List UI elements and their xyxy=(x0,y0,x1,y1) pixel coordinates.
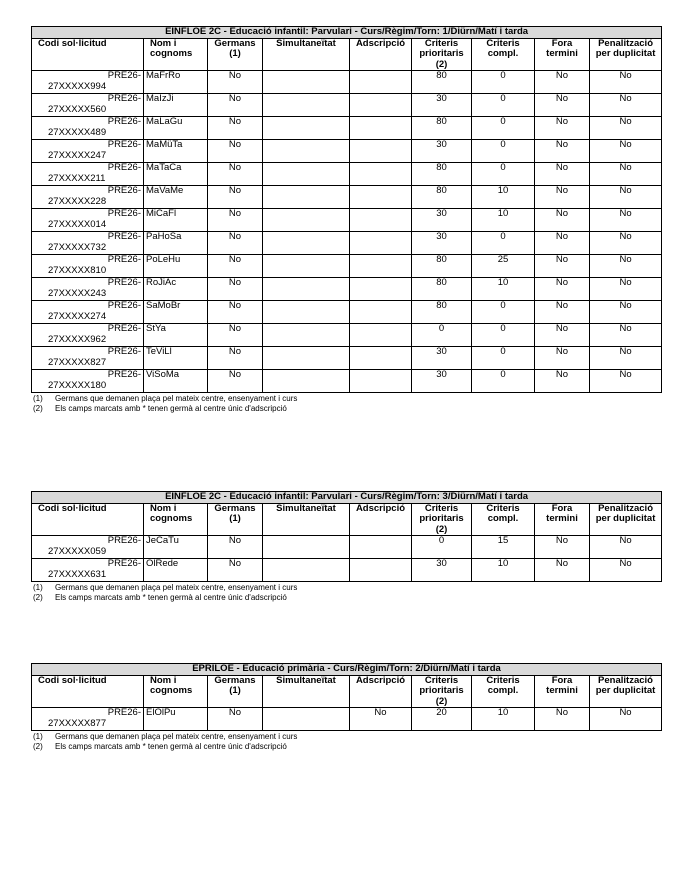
footnote-1: (1) Germans que demanen plaça pel mateix centre, ensenyament i curs xyxy=(33,583,298,592)
code-line-2: 27XXXXX631 xyxy=(48,568,107,580)
cell-codi-solicitud xyxy=(32,708,144,731)
code-line-1: PRE26- xyxy=(107,116,141,127)
col-header-criteris-compl: Criteris compl. xyxy=(472,503,535,536)
footnote-1: (1) Germans que demanen plaça pel mateix centre, ensenyament i curs xyxy=(33,732,298,741)
cell-adscripcio: No xyxy=(350,708,412,731)
cell-simultaneitat xyxy=(263,559,350,582)
table-header-row xyxy=(32,38,662,71)
cell-penalitzacio: No xyxy=(590,117,662,140)
admissions-table-block-3 xyxy=(31,663,661,751)
col-header-fora-termini: Fora termini xyxy=(535,503,590,536)
cell-germans: No xyxy=(208,370,263,393)
cell-adscripcio xyxy=(350,559,412,582)
cell-fora-termini: No xyxy=(535,324,590,347)
cell-penalitzacio: No xyxy=(590,163,662,186)
code-line-2: 27XXXXX274 xyxy=(48,310,107,322)
cell-fora-termini: No xyxy=(535,708,590,731)
cell-codi-solicitud xyxy=(32,324,144,347)
cell-nom-cognoms: MaMüTa xyxy=(144,140,208,163)
cell-nom-cognoms: MaVaMe xyxy=(144,186,208,209)
cell-penalitzacio: No xyxy=(590,370,662,393)
cell-criteris-prioritaris: 0 xyxy=(412,536,472,559)
code-line-2: 27XXXXX243 xyxy=(48,287,107,299)
footnotes xyxy=(31,583,661,602)
cell-penalitzacio: No xyxy=(590,324,662,347)
cell-criteris-compl: 25 xyxy=(472,255,535,278)
col-header-nom: Nom i cognoms xyxy=(144,675,208,708)
code-line-1: PRE26- xyxy=(107,535,141,546)
table-row xyxy=(32,708,662,731)
cell-criteris-prioritaris: 80 xyxy=(412,71,472,94)
cell-germans: No xyxy=(208,347,263,370)
table-title-row xyxy=(32,492,662,504)
col-header-criteris-prioritaris: Criteris prioritaris (2) xyxy=(412,503,472,536)
cell-codi-solicitud xyxy=(32,163,144,186)
cell-penalitzacio: No xyxy=(590,536,662,559)
cell-penalitzacio: No xyxy=(590,559,662,582)
cell-germans: No xyxy=(208,559,263,582)
code-line-1: PRE26- xyxy=(107,277,141,288)
code-line-1: PRE26- xyxy=(107,254,141,265)
cell-criteris-prioritaris: 80 xyxy=(412,163,472,186)
code-line-1: PRE26- xyxy=(107,208,141,219)
cell-criteris-compl: 0 xyxy=(472,301,535,324)
cell-nom-cognoms: MiCaFl xyxy=(144,209,208,232)
cell-germans: No xyxy=(208,536,263,559)
cell-criteris-compl: 10 xyxy=(472,209,535,232)
cell-codi-solicitud xyxy=(32,117,144,140)
code-line-2: 27XXXXX014 xyxy=(48,218,107,230)
cell-simultaneitat xyxy=(263,255,350,278)
cell-penalitzacio: No xyxy=(590,209,662,232)
cell-fora-termini: No xyxy=(535,301,590,324)
col-header-simultaneitat: Simultaneïtat xyxy=(263,503,350,536)
code-line-1: PRE26- xyxy=(107,369,141,380)
cell-criteris-prioritaris: 30 xyxy=(412,94,472,117)
cell-simultaneitat xyxy=(263,370,350,393)
cell-germans: No xyxy=(208,186,263,209)
cell-adscripcio xyxy=(350,255,412,278)
footnotes xyxy=(31,732,661,751)
cell-criteris-prioritaris: 80 xyxy=(412,186,472,209)
col-header-adscripcio: Adscripció xyxy=(350,38,412,71)
cell-adscripcio xyxy=(350,278,412,301)
cell-simultaneitat xyxy=(263,301,350,324)
code-line-2: 27XXXXX489 xyxy=(48,126,107,138)
cell-simultaneitat xyxy=(263,94,350,117)
cell-codi-solicitud xyxy=(32,301,144,324)
cell-codi-solicitud xyxy=(32,140,144,163)
table-title: EINFLOE 2C - Educació infantil: Parvulari - Curs/Règim/Torn: 3/Diürn/Matí i tarda xyxy=(32,492,662,504)
code-line-1: PRE26- xyxy=(107,162,141,173)
cell-penalitzacio: No xyxy=(590,278,662,301)
table-row xyxy=(32,536,662,559)
cell-germans: No xyxy=(208,255,263,278)
cell-simultaneitat xyxy=(263,708,350,731)
cell-criteris-prioritaris: 30 xyxy=(412,140,472,163)
cell-germans: No xyxy=(208,708,263,731)
cell-nom-cognoms: StYa xyxy=(144,324,208,347)
cell-criteris-prioritaris: 20 xyxy=(412,708,472,731)
cell-germans: No xyxy=(208,278,263,301)
table-row xyxy=(32,186,662,209)
cell-simultaneitat xyxy=(263,140,350,163)
cell-adscripcio xyxy=(350,324,412,347)
cell-germans: No xyxy=(208,71,263,94)
cell-adscripcio xyxy=(350,536,412,559)
code-line-2: 27XXXXX059 xyxy=(48,545,107,557)
cell-codi-solicitud xyxy=(32,71,144,94)
cell-criteris-compl: 0 xyxy=(472,94,535,117)
cell-simultaneitat xyxy=(263,209,350,232)
code-line-1: PRE26- xyxy=(107,139,141,150)
cell-criteris-compl: 0 xyxy=(472,140,535,163)
cell-criteris-compl: 0 xyxy=(472,370,535,393)
table-row xyxy=(32,301,662,324)
cell-penalitzacio: No xyxy=(590,140,662,163)
cell-nom-cognoms: JeCaTu xyxy=(144,536,208,559)
cell-germans: No xyxy=(208,117,263,140)
cell-codi-solicitud xyxy=(32,278,144,301)
col-header-simultaneitat: Simultaneïtat xyxy=(263,675,350,708)
cell-nom-cognoms: MaFrRo xyxy=(144,71,208,94)
cell-nom-cognoms: MaIzJi xyxy=(144,94,208,117)
footnote-2: (2) Els camps marcats amb * tenen germà al centre únic d'adscripció xyxy=(33,741,287,751)
cell-criteris-compl: 0 xyxy=(472,324,535,347)
cell-simultaneitat xyxy=(263,117,350,140)
cell-simultaneitat xyxy=(263,278,350,301)
table-row xyxy=(32,370,662,393)
col-header-penalitzacio: Penalització per duplicitat xyxy=(590,503,662,536)
admissions-table xyxy=(31,491,662,582)
cell-fora-termini: No xyxy=(535,117,590,140)
admissions-table-block-1 xyxy=(31,26,661,413)
code-line-1: PRE26- xyxy=(107,558,141,569)
col-header-adscripcio: Adscripció xyxy=(350,503,412,536)
code-line-2: 27XXXXX560 xyxy=(48,103,107,115)
cell-criteris-prioritaris: 0 xyxy=(412,324,472,347)
cell-criteris-prioritaris: 80 xyxy=(412,117,472,140)
cell-nom-cognoms: TeViLl xyxy=(144,347,208,370)
code-line-1: PRE26- xyxy=(107,93,141,104)
table-row xyxy=(32,71,662,94)
col-header-criteris-prioritaris: Criteris prioritaris (2) xyxy=(412,675,472,708)
col-header-fora-termini: Fora termini xyxy=(535,38,590,71)
col-header-penalitzacio: Penalització per duplicitat xyxy=(590,675,662,708)
col-header-germans: Germans (1) xyxy=(208,38,263,71)
cell-criteris-compl: 0 xyxy=(472,232,535,255)
cell-germans: No xyxy=(208,324,263,347)
table-row xyxy=(32,140,662,163)
code-line-2: 27XXXXX228 xyxy=(48,195,107,207)
table-title-row xyxy=(32,664,662,676)
code-line-2: 27XXXXX180 xyxy=(48,379,107,391)
col-header-fora-termini: Fora termini xyxy=(535,675,590,708)
cell-adscripcio xyxy=(350,301,412,324)
cell-nom-cognoms: MaTaCa xyxy=(144,163,208,186)
code-line-2: 27XXXXX877 xyxy=(48,717,107,729)
cell-codi-solicitud xyxy=(32,94,144,117)
code-line-1: PRE26- xyxy=(107,185,141,196)
footnotes xyxy=(31,394,661,413)
cell-codi-solicitud xyxy=(32,347,144,370)
code-line-2: 27XXXXX732 xyxy=(48,241,107,253)
code-line-2: 27XXXXX810 xyxy=(48,264,107,276)
cell-nom-cognoms: RoJiAc xyxy=(144,278,208,301)
cell-nom-cognoms: SaMoBr xyxy=(144,301,208,324)
col-header-criteris-compl: Criteris compl. xyxy=(472,38,535,71)
cell-criteris-prioritaris: 80 xyxy=(412,301,472,324)
table-row xyxy=(32,232,662,255)
code-line-1: PRE26- xyxy=(107,707,141,718)
cell-germans: No xyxy=(208,232,263,255)
table-row xyxy=(32,94,662,117)
cell-nom-cognoms: ViSoMa xyxy=(144,370,208,393)
cell-fora-termini: No xyxy=(535,209,590,232)
footnote-2: (2) Els camps marcats amb * tenen germà al centre únic d'adscripció xyxy=(33,592,287,602)
cell-adscripcio xyxy=(350,94,412,117)
col-header-codi: Codi sol·licitud xyxy=(32,38,144,71)
cell-criteris-compl: 10 xyxy=(472,559,535,582)
cell-penalitzacio: No xyxy=(590,186,662,209)
cell-codi-solicitud xyxy=(32,559,144,582)
cell-criteris-compl: 0 xyxy=(472,117,535,140)
cell-nom-cognoms: OlRede xyxy=(144,559,208,582)
table-row xyxy=(32,559,662,582)
cell-penalitzacio: No xyxy=(590,232,662,255)
cell-criteris-compl: 10 xyxy=(472,708,535,731)
col-header-simultaneitat: Simultaneïtat xyxy=(263,38,350,71)
table-header-row xyxy=(32,675,662,708)
table-title: EPRILOE - Educació primària - Curs/Règim/Torn: 2/Diürn/Matí i tarda xyxy=(32,664,662,676)
col-header-nom: Nom i cognoms xyxy=(144,503,208,536)
admissions-table xyxy=(31,26,662,393)
cell-simultaneitat xyxy=(263,186,350,209)
code-line-1: PRE26- xyxy=(107,300,141,311)
cell-germans: No xyxy=(208,94,263,117)
cell-fora-termini: No xyxy=(535,71,590,94)
table-row xyxy=(32,255,662,278)
cell-penalitzacio: No xyxy=(590,708,662,731)
cell-simultaneitat xyxy=(263,163,350,186)
cell-fora-termini: No xyxy=(535,536,590,559)
cell-criteris-prioritaris: 80 xyxy=(412,278,472,301)
cell-fora-termini: No xyxy=(535,94,590,117)
cell-fora-termini: No xyxy=(535,559,590,582)
code-line-2: 27XXXXX247 xyxy=(48,149,107,161)
cell-criteris-compl: 10 xyxy=(472,278,535,301)
table-header-row xyxy=(32,503,662,536)
cell-adscripcio xyxy=(350,140,412,163)
footnote-2: (2) Els camps marcats amb * tenen germà al centre únic d'adscripció xyxy=(33,403,287,413)
col-header-germans: Germans (1) xyxy=(208,503,263,536)
cell-simultaneitat xyxy=(263,232,350,255)
code-line-1: PRE26- xyxy=(107,231,141,242)
admissions-table-block-2 xyxy=(31,491,661,602)
cell-criteris-compl: 0 xyxy=(472,71,535,94)
cell-criteris-compl: 10 xyxy=(472,186,535,209)
cell-simultaneitat xyxy=(263,536,350,559)
cell-fora-termini: No xyxy=(535,140,590,163)
cell-penalitzacio: No xyxy=(590,94,662,117)
cell-penalitzacio: No xyxy=(590,255,662,278)
table-row xyxy=(32,163,662,186)
cell-codi-solicitud xyxy=(32,370,144,393)
code-line-2: 27XXXXX827 xyxy=(48,356,107,368)
cell-fora-termini: No xyxy=(535,255,590,278)
cell-fora-termini: No xyxy=(535,370,590,393)
code-line-1: PRE26- xyxy=(107,323,141,334)
col-header-codi: Codi sol·licitud xyxy=(32,675,144,708)
col-header-criteris-prioritaris: Criteris prioritaris (2) xyxy=(412,38,472,71)
cell-adscripcio xyxy=(350,347,412,370)
cell-germans: No xyxy=(208,163,263,186)
table-row xyxy=(32,278,662,301)
col-header-codi: Codi sol·licitud xyxy=(32,503,144,536)
cell-criteris-compl: 0 xyxy=(472,163,535,186)
cell-germans: No xyxy=(208,301,263,324)
cell-adscripcio xyxy=(350,209,412,232)
code-line-2: 27XXXXX211 xyxy=(48,172,106,184)
cell-nom-cognoms: ElOlPu xyxy=(144,708,208,731)
footnote-1: (1) Germans que demanen plaça pel mateix centre, ensenyament i curs xyxy=(33,394,298,403)
cell-fora-termini: No xyxy=(535,278,590,301)
code-line-2: 27XXXXX994 xyxy=(48,80,107,92)
cell-adscripcio xyxy=(350,186,412,209)
admissions-table xyxy=(31,663,662,731)
code-line-1: PRE26- xyxy=(107,346,141,357)
cell-simultaneitat xyxy=(263,347,350,370)
table-row xyxy=(32,117,662,140)
cell-fora-termini: No xyxy=(535,347,590,370)
code-line-2: 27XXXXX962 xyxy=(48,333,107,345)
cell-germans: No xyxy=(208,209,263,232)
cell-germans: No xyxy=(208,140,263,163)
cell-criteris-compl: 0 xyxy=(472,347,535,370)
cell-criteris-prioritaris: 30 xyxy=(412,559,472,582)
cell-fora-termini: No xyxy=(535,163,590,186)
code-line-1: PRE26- xyxy=(107,70,141,81)
col-header-adscripcio: Adscripció xyxy=(350,675,412,708)
cell-adscripcio xyxy=(350,117,412,140)
col-header-germans: Germans (1) xyxy=(208,675,263,708)
table-title-row xyxy=(32,27,662,39)
cell-criteris-prioritaris: 30 xyxy=(412,209,472,232)
cell-criteris-prioritaris: 30 xyxy=(412,347,472,370)
cell-penalitzacio: No xyxy=(590,71,662,94)
cell-simultaneitat xyxy=(263,71,350,94)
cell-codi-solicitud xyxy=(32,255,144,278)
cell-nom-cognoms: PaHoSa xyxy=(144,232,208,255)
cell-codi-solicitud xyxy=(32,186,144,209)
cell-adscripcio xyxy=(350,232,412,255)
cell-codi-solicitud xyxy=(32,209,144,232)
cell-codi-solicitud xyxy=(32,232,144,255)
cell-criteris-compl: 15 xyxy=(472,536,535,559)
cell-penalitzacio: No xyxy=(590,301,662,324)
col-header-criteris-compl: Criteris compl. xyxy=(472,675,535,708)
col-header-nom: Nom i cognoms xyxy=(144,38,208,71)
cell-codi-solicitud xyxy=(32,536,144,559)
cell-adscripcio xyxy=(350,163,412,186)
table-title: EINFLOE 2C - Educació infantil: Parvulari - Curs/Règim/Torn: 1/Diürn/Matí i tarda xyxy=(32,27,662,39)
cell-criteris-prioritaris: 80 xyxy=(412,255,472,278)
cell-fora-termini: No xyxy=(535,186,590,209)
cell-adscripcio xyxy=(350,71,412,94)
table-row xyxy=(32,209,662,232)
col-header-penalitzacio: Penalització per duplicitat xyxy=(590,38,662,71)
cell-criteris-prioritaris: 30 xyxy=(412,232,472,255)
cell-adscripcio xyxy=(350,370,412,393)
table-row xyxy=(32,347,662,370)
cell-criteris-prioritaris: 30 xyxy=(412,370,472,393)
cell-nom-cognoms: PoLeHu xyxy=(144,255,208,278)
table-row xyxy=(32,324,662,347)
cell-simultaneitat xyxy=(263,324,350,347)
cell-penalitzacio: No xyxy=(590,347,662,370)
cell-fora-termini: No xyxy=(535,232,590,255)
cell-nom-cognoms: MaLaGu xyxy=(144,117,208,140)
